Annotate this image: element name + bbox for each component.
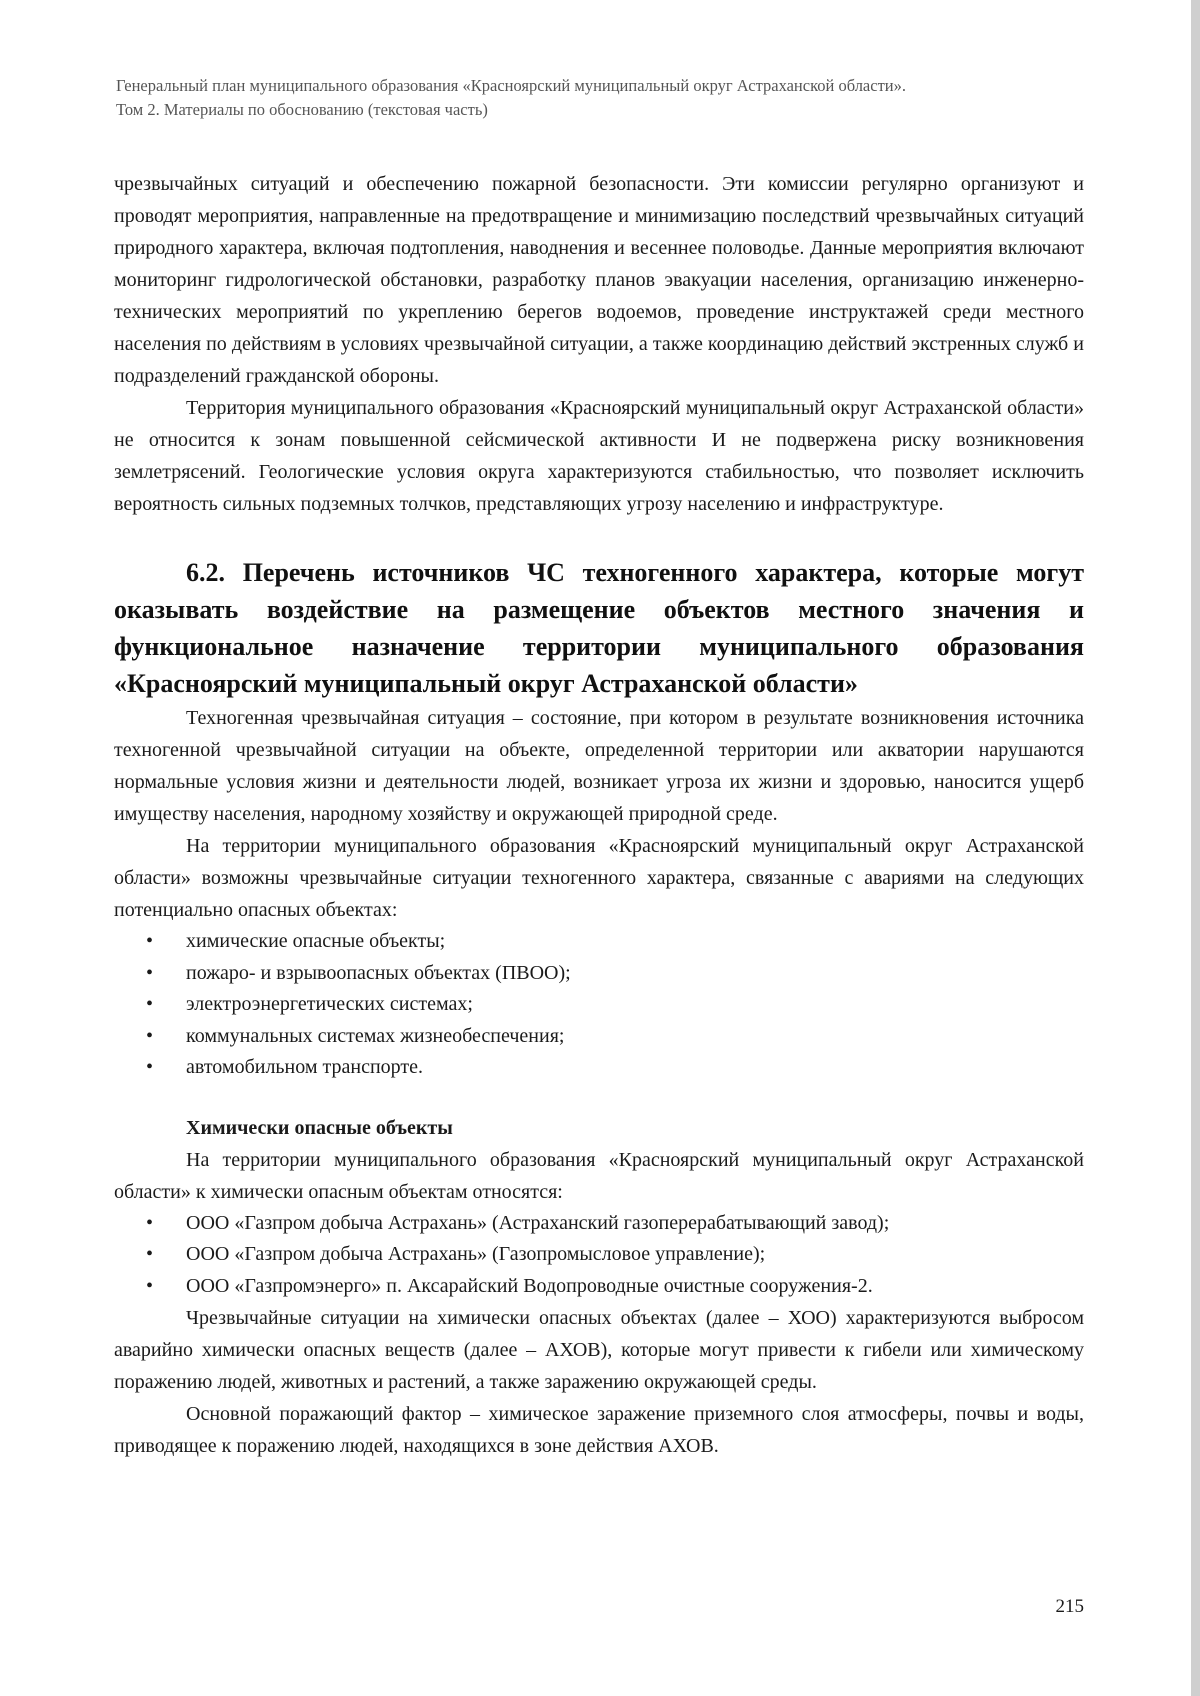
list-item: • коммунальных системах жизнеобеспечения; — [114, 1021, 1084, 1053]
page-number: 215 — [1055, 1596, 1084, 1617]
list-item: • электроэнергетических системах; — [114, 989, 1084, 1021]
list-item: • ООО «Газпром добыча Астрахань» (Газопромысловое управление); — [114, 1239, 1084, 1271]
paragraph-definition: Техногенная чрезвычайная ситуация – состояние, при котором в результате возникновения источника техногенной чрезвычайной ситуации на объекте, определенной территории или акватории нарушаются нормальные условия жизни и деятельности людей, возникает угроза их жизни и здоровью, наносится ущерб имуществу населения, народному хозяйству и окружающей природной среде. — [114, 707, 1084, 825]
list-item: • химические опасные объекты; — [114, 926, 1084, 958]
list-item: • автомобильном транспорте. — [114, 1052, 1084, 1084]
viewer-edge — [1191, 0, 1200, 1696]
paragraph-emergency: Чрезвычайные ситуации на химически опасных объектах (далее – ХОО) характеризуются выбросом аварийно химически опасных веществ (далее – АХОВ), которые могут привести к гибели или химическому поражению людей, животных и растений, а также заражению окружающей среды. — [114, 1307, 1084, 1393]
chemical-object-list — [114, 1208, 1084, 1303]
paragraph-hazard-intro: На территории муниципального образования «Красноярский муниципальный округ Астраханской области» возможны чрезвычайные ситуации техногенного характера, связанные с авариями на следующих потенциально опасных объектах: — [114, 835, 1084, 921]
document-body — [114, 168, 1084, 1462]
hazard-object-list — [114, 926, 1084, 1084]
header-line-1: Генеральный план муниципального образования «Красноярский муниципальный округ Астраханской области». — [116, 76, 906, 95]
paragraph-factor: Основной поражающий фактор – химическое заражение приземного слоя атмосферы, почвы и воды, приводящее к поражению людей, находящихся в зоне действия АХОВ. — [114, 1403, 1084, 1457]
list-item: • пожаро- и взрывоопасных объектах (ПВОО); — [114, 958, 1084, 990]
list-item: • ООО «Газпром добыча Астрахань» (Астраханский газоперерабатывающий завод); — [114, 1208, 1084, 1240]
header-line-2: Том 2. Материалы по обоснованию (текстовая часть) — [116, 100, 488, 119]
paragraph-chemical-intro: На территории муниципального образования «Красноярский муниципальный округ Астраханской области» к химически опасным объектам относятся: — [114, 1148, 1084, 1203]
list-item: • ООО «Газпромэнерго» п. Аксарайский Водопроводные очистные сооружения-2. — [114, 1271, 1084, 1303]
paragraph-seismic: Территория муниципального образования «Красноярский муниципальный округ Астраханской области» не относится к зонам повышенной сейсмической активности И не подвержена риску возникновения землетрясений. Геологические условия округа характеризуются стабильностью, что позволяет исключить вероятность сильных подземных толчков, представляющих угрозу населению и инфраструктуре. — [114, 397, 1084, 515]
paragraph-continuation: чрезвычайных ситуаций и обеспечению пожарной безопасности. Эти комиссии регулярно организуют и проводят мероприятия, направленные на предотвращение и минимизацию последствий чрезвычайных ситуаций природного характера, включая подтопления, наводнения и весеннее половодье. Данные мероприятия включают мониторинг гидрологической обстановки, разработку планов эвакуации населения, организацию инженерно-технических мероприятий по укреплению берегов водоемов, проведение инструктажей среди местного населения по действиям в условиях чрезвычайной ситуации, а также координацию действий экстренных служб и подразделений гражданской обороны. — [114, 173, 1084, 387]
running-header — [116, 74, 1086, 122]
subheading-chemical: Химически опасные объекты — [186, 1116, 453, 1139]
section-heading: 6.2. Перечень источников ЧС техногенного характера, которые могут оказывать воздействие на размещение объектов местного значения и функциональное назначение территории муниципального образования «Красноярский муниципальный округ Астраханской области» — [114, 558, 1084, 698]
